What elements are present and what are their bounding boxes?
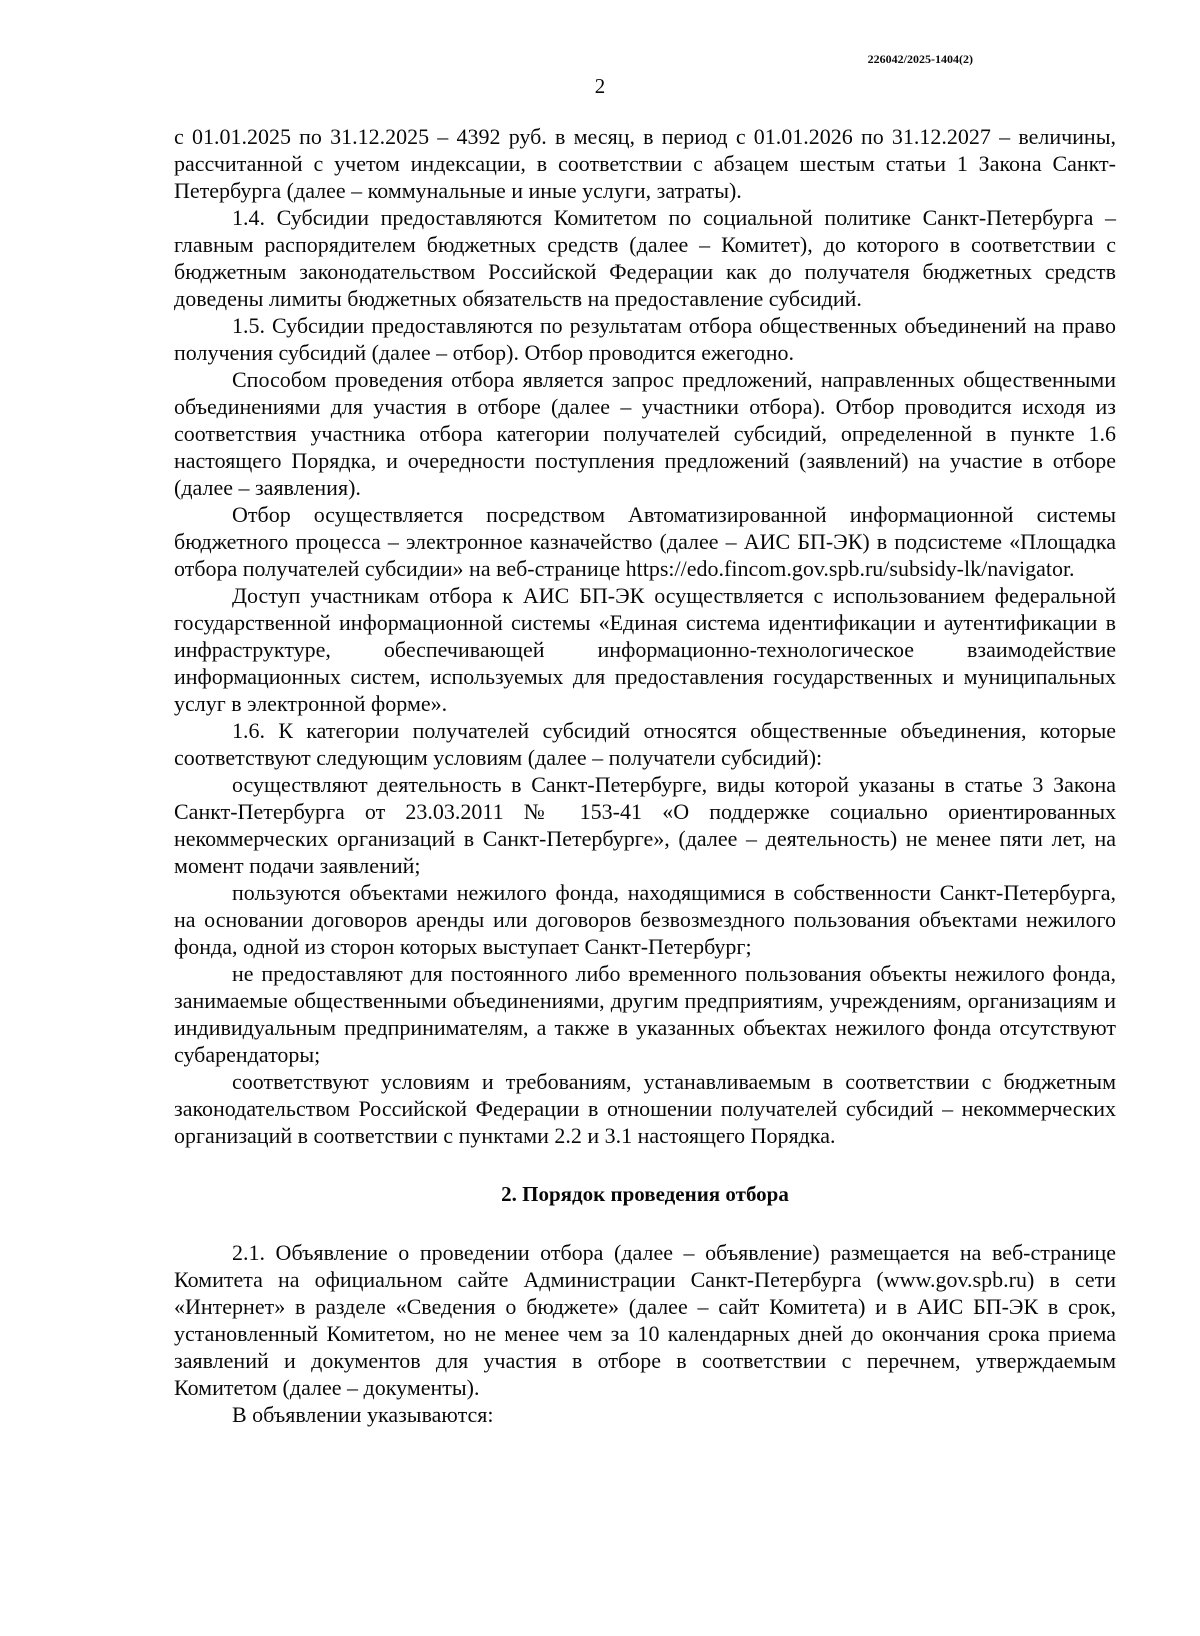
condition-activity: осуществляют деятельность в Санкт-Петербурге, виды которой указаны в статье 3 Закона Санкт-Петербурга от 23.03.2011 № 153-41 «О поддержке социально ориентированных некоммерческих организаций в Санкт-Петербурге», (далее – деятельность) не менее пяти лет, на момент подачи заявлений; — [174, 772, 1116, 878]
document-code: 226042/2025-1404(2) — [867, 52, 973, 66]
condition-budget-requirements: соответствуют условиям и требованиям, устанавливаемым в соответствии с бюджетным законодательством Российской Федерации в отношении получателей субсидий – некоммерческих организаций в соответствии с пунктами 2.2 и 3.1 настоящего Порядка. — [174, 1069, 1116, 1148]
paragraph-continuation: с 01.01.2025 по 31.12.2025 – 4392 руб. в месяц, в период с 01.01.2026 по 31.12.2027 – величины, рассчитанной с учетом индексации, в соответствии с абзацем шестым статьи 1 Закона Санкт-Петербурга (далее – коммунальные и иные услуги, затраты). — [174, 124, 1116, 203]
document-body — [174, 123, 1116, 1428]
paragraph-1-5: 1.5. Субсидии предоставляются по результатам отбора общественных объединений на право получения субсидий (далее – отбор). Отбор проводится ежегодно. — [174, 313, 1116, 365]
condition-premises-use: пользуются объектами нежилого фонда, находящимися в собственности Санкт-Петербурга, на основании договоров аренды или договоров безвозмездного пользования объектами нежилого фонда, одной из сторон которых выступает Санкт-Петербург; — [174, 880, 1116, 959]
paragraph-1-4: 1.4. Субсидии предоставляются Комитетом по социальной политике Санкт-Петербурга – главным распорядителем бюджетных средств (далее – Комитет), до которого в соответствии с бюджетным законодательством Российской Федерации как до получателя бюджетных средств доведены лимиты бюджетных обязательств на предоставление субсидий. — [174, 205, 1116, 311]
condition-no-subleasing: не предоставляют для постоянного либо временного пользования объекты нежилого фонда, занимаемые общественными объединениями, другим предприятиям, учреждениям, организациям и индивидуальным предпринимателям, а также в указанных объектах нежилого фонда отсутствуют субарендаторы; — [174, 961, 1116, 1067]
paragraph-ais-selection: Отбор осуществляется посредством Автоматизированной информационной системы бюджетного процесса – электронное казначейство (далее – АИС БП-ЭК) в подсистеме «Площадка отбора получателей субсидии» на веб-странице https://edo.fincom.gov.spb.ru/subsidy-lk/navigator. — [174, 502, 1116, 581]
page-number: 2 — [594, 74, 606, 98]
paragraph-2-1: 2.1. Объявление о проведении отбора (далее – объявление) размещается на веб-странице Комитета на официальном сайте Администрации Санкт-Петербурга (www.gov.spb.ru) в сети «Интернет» в разделе «Сведения о бюджете» (далее – сайт Комитета) и в АИС БП-ЭК в срок, установленный Комитетом, но не менее чем за 10 календарных дней до окончания срока приема заявлений и документов для участия в отборе в соответствии с перечнем, утверждаемым Комитетом (далее – документы). — [174, 1240, 1116, 1400]
section-title: 2. Порядок проведения отбора — [501, 1182, 789, 1206]
paragraph-1-6: 1.6. К категории получателей субсидий относятся общественные объединения, которые соответствуют следующим условиям (далее – получатели субсидий): — [174, 718, 1116, 770]
paragraph-ais-access: Доступ участникам отбора к АИС БП-ЭК осуществляется с использованием федеральной государственной информационной системы «Единая система идентификации и аутентификации в инфраструктуре, обеспечивающей информационно-технологическое взаимодействие информационных систем, используемых для предоставления государственных и муниципальных услуг в электронной форме». — [174, 583, 1116, 716]
paragraph-announcement-items: В объявлении указываются: — [232, 1402, 494, 1427]
paragraph-selection-method: Способом проведения отбора является запрос предложений, направленных общественными объединениями для участия в отборе (далее – участники отбора). Отбор проводится исходя из соответствия участника отбора категории получателей субсидий, определенной в пункте 1.6 настоящего Порядка, и очередности поступления предложений (заявлений) на участие в отборе (далее – заявления). — [174, 367, 1116, 500]
